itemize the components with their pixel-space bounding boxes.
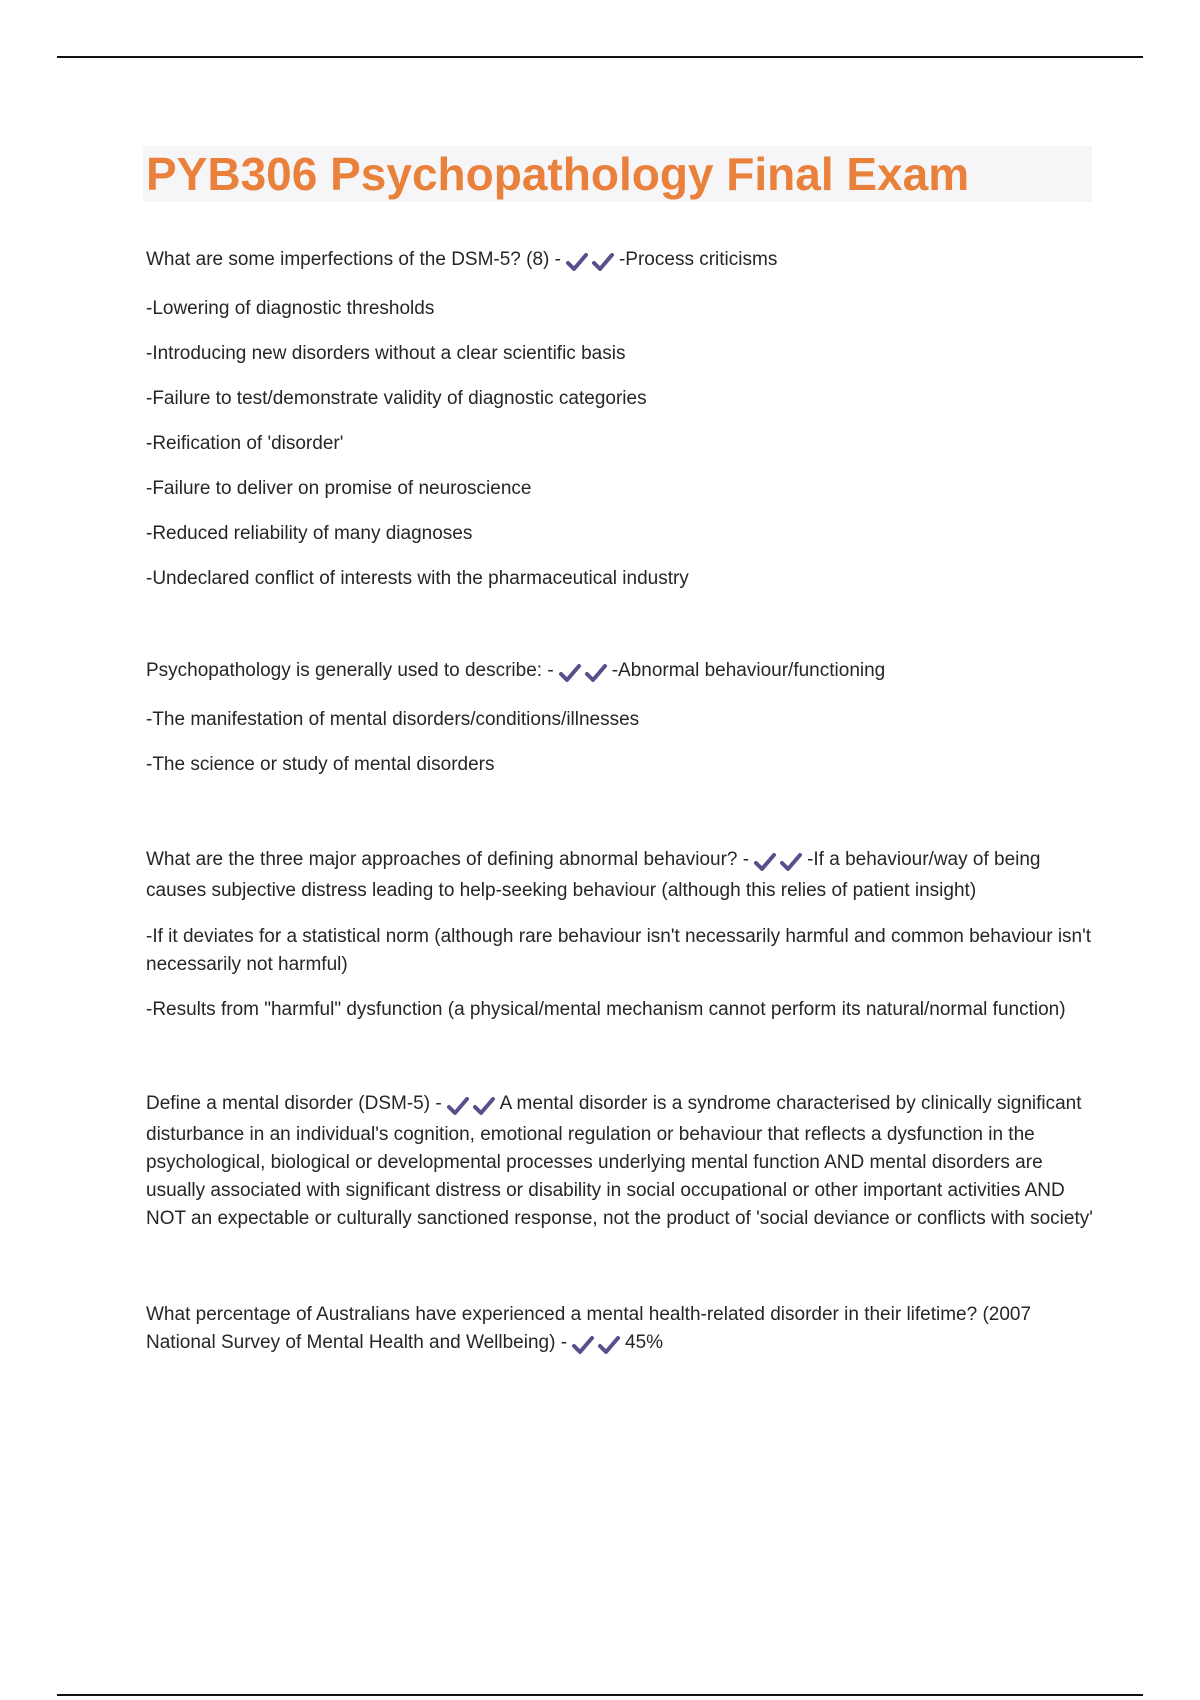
answer-line: -If it deviates for a statistical norm (although rare behaviour isn't necessarily harmful and common behaviour isn't necessarily not harmful) <box>146 926 1092 975</box>
qa-block-4 <box>146 1090 1096 1233</box>
double-check-icon <box>564 249 616 277</box>
question-line <box>146 1301 1096 1360</box>
qa-block-5 <box>146 1301 1096 1360</box>
question-text: Psychopathology is generally used to describe: - <box>146 660 554 681</box>
question-text: What are some imperfections of the DSM-5? (8) - <box>146 249 561 270</box>
question-line <box>146 657 1096 688</box>
question-text: What percentage of Australians have experienced a mental health-related disorder in their lifetime? (2007 National Survey of Mental Health and Wellbeing) - <box>146 1304 1032 1353</box>
answer-line: -Lowering of diagnostic thresholds <box>146 298 435 319</box>
check-icon <box>557 663 583 685</box>
answer-text: 45% <box>625 1332 664 1353</box>
qa-block-2 <box>146 657 1096 779</box>
answer-text: -If a behaviour/way of being causes subjective distress leading to help-seeking behaviour (although this relies of patient insight) <box>146 849 1041 901</box>
double-check-icon <box>445 1093 497 1121</box>
check-icon <box>583 663 609 685</box>
check-icon <box>590 252 616 274</box>
check-icon <box>471 1096 497 1118</box>
answer-line: -Undeclared conflict of interests with the pharmaceutical industry <box>146 568 689 589</box>
check-icon <box>752 852 778 874</box>
answer-line: -Failure to deliver on promise of neuroscience <box>146 478 532 499</box>
page-title: PYB306 Psychopathology Final Exam <box>146 148 970 200</box>
double-check-icon <box>752 849 804 877</box>
document-body <box>146 246 1096 1378</box>
double-check-icon <box>570 1332 622 1360</box>
top-rule <box>57 56 1143 58</box>
check-icon <box>596 1335 622 1357</box>
answer-text: A mental disorder is a syndrome characterised by clinically significant disturbance in an individual's cognition, emotional regulation or behaviour that reflects a dysfunction in the psychological, biological or developmental processes underlying mental function AND mental disorders are usually associated with significant distress or disability in social occupational or other important activities AND NOT an expectable or culturally sanctioned response, not the product of 'social deviance or conflicts with society' <box>146 1093 1093 1229</box>
question-line <box>146 246 1096 277</box>
answer-line: -Reification of 'disorder' <box>146 433 344 454</box>
answer-line: -Failure to test/demonstrate validity of diagnostic categories <box>146 388 647 409</box>
question-text: Define a mental disorder (DSM-5) - <box>146 1093 442 1114</box>
bottom-rule <box>57 1694 1143 1696</box>
answer-line: -Introducing new disorders without a clear scientific basis <box>146 343 626 364</box>
answer-line: -The science or study of mental disorders <box>146 754 495 775</box>
check-icon <box>570 1335 596 1357</box>
check-icon <box>445 1096 471 1118</box>
answer-line: -The manifestation of mental disorders/conditions/illnesses <box>146 709 640 730</box>
question-text: What are the three major approaches of defining abnormal behaviour? - <box>146 849 750 870</box>
check-icon <box>564 252 590 274</box>
qa-block-3 <box>146 846 1096 1024</box>
question-line <box>146 846 1096 905</box>
double-check-icon <box>557 660 609 688</box>
question-line <box>146 1090 1096 1233</box>
answer-text: -Process criticisms <box>618 249 778 270</box>
qa-block-1 <box>146 246 1096 593</box>
answer-text: -Abnormal behaviour/functioning <box>611 660 886 681</box>
title-banner <box>143 146 1092 202</box>
answer-line: -Results from "harmful" dysfunction (a physical/mental mechanism cannot perform its natural/normal function) <box>146 999 1066 1020</box>
check-icon <box>778 852 804 874</box>
answer-line: -Reduced reliability of many diagnoses <box>146 523 473 544</box>
